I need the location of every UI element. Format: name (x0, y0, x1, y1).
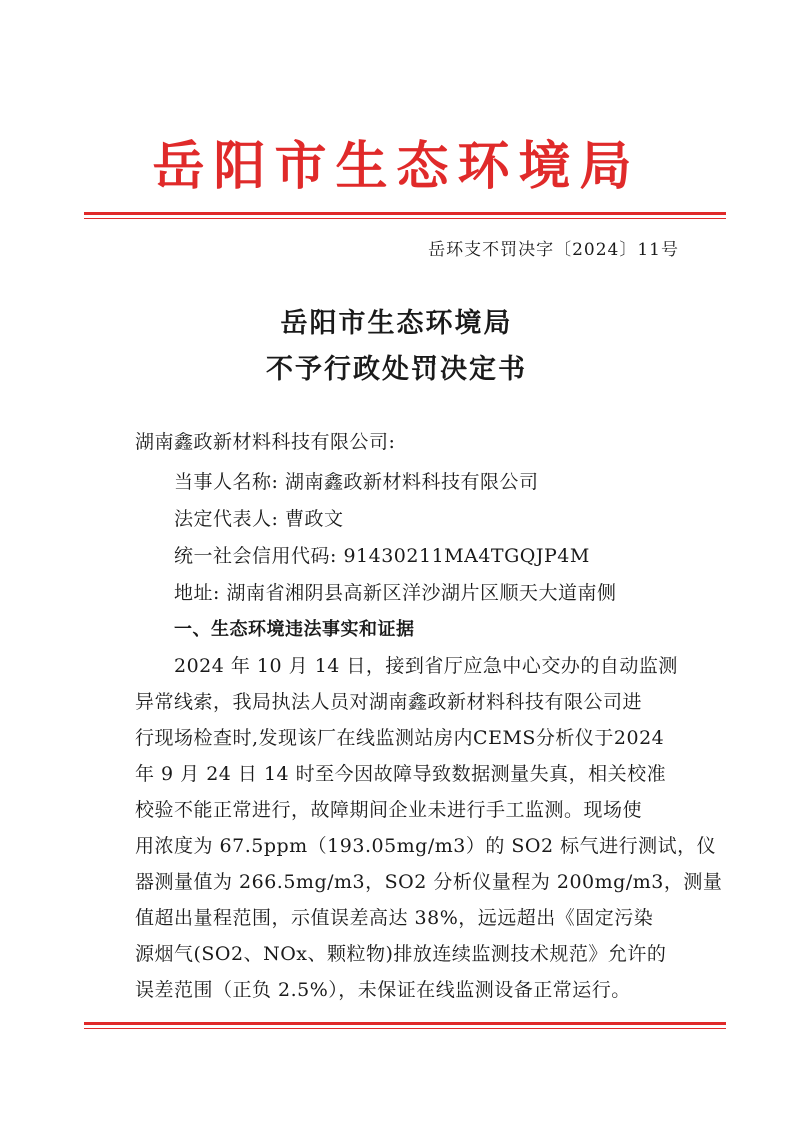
addressee: 湖南鑫政新材料科技有限公司: (135, 431, 396, 453)
party-info-label: 当事人名称: (174, 471, 279, 493)
body-line: 行现场检查时,发现该厂在线监测站房内CEMS分析仪于2024 (135, 727, 665, 749)
body-line: 异常线索，我局执法人员对湖南鑫政新材料科技有限公司进 (135, 691, 643, 713)
section-heading: 一、生态环境违法事实和证据 (174, 619, 415, 640)
footer-rule-thick (84, 1022, 726, 1025)
body-line: 校验不能正常进行，故障期间企业未进行手工监测。现场使 (135, 799, 643, 821)
title-line-2: 不予行政处罚决定书 (266, 354, 527, 385)
footer-rule-thin (84, 1028, 726, 1029)
party-info-credit-code (174, 541, 590, 571)
party-info-label: 地址: (174, 582, 220, 604)
body-line: 用浓度为 67.5ppm（193.05mg/m3）的 SO2 标气进行测试，仪 (135, 835, 717, 857)
party-info-value: 湖南鑫政新材料科技有限公司 (284, 471, 539, 493)
header-rule-thick (84, 212, 726, 215)
party-info-address (174, 578, 616, 608)
masthead-org-name: 岳阳市生态环境局 (152, 136, 641, 197)
body-line: 年 9 月 24 日 14 时至今因故障导致数据测量失真，相关校准 (135, 763, 667, 785)
party-info-value: 91430211MA4TGQJP4M (343, 545, 590, 567)
document-number: 岳环支不罚决字〔2024〕11号 (428, 240, 679, 260)
header-rule-thin (84, 218, 726, 219)
body-line: 值超出量程范围，示值误差高达 38%，远远超出《固定污染 (135, 907, 654, 929)
body-line: 误差范围（正负 2.5%），未保证在线监测设备正常运行。 (135, 979, 631, 1001)
body-line: 2024 年 10 月 14 日，接到省厅应急中心交办的自动监测 (174, 655, 678, 677)
body-line: 源烟气(SO2、NOx、颗粒物)排放连续监测技术规范》允许的 (135, 943, 667, 965)
party-info-value: 曹政文 (284, 508, 344, 530)
party-info-value: 湖南省湘阴县高新区洋沙湖片区顺天大道南侧 (226, 582, 617, 604)
party-info-label: 统一社会信用代码: (174, 545, 337, 567)
party-info-name (174, 467, 538, 497)
party-info-label: 法定代表人: (174, 508, 279, 530)
party-info-legal-rep (174, 504, 343, 534)
body-line: 器测量值为 266.5mg/m3，SO2 分析仪量程为 200mg/m3，测量 (135, 871, 723, 893)
title-line-1: 岳阳市生态环境局 (280, 308, 513, 339)
